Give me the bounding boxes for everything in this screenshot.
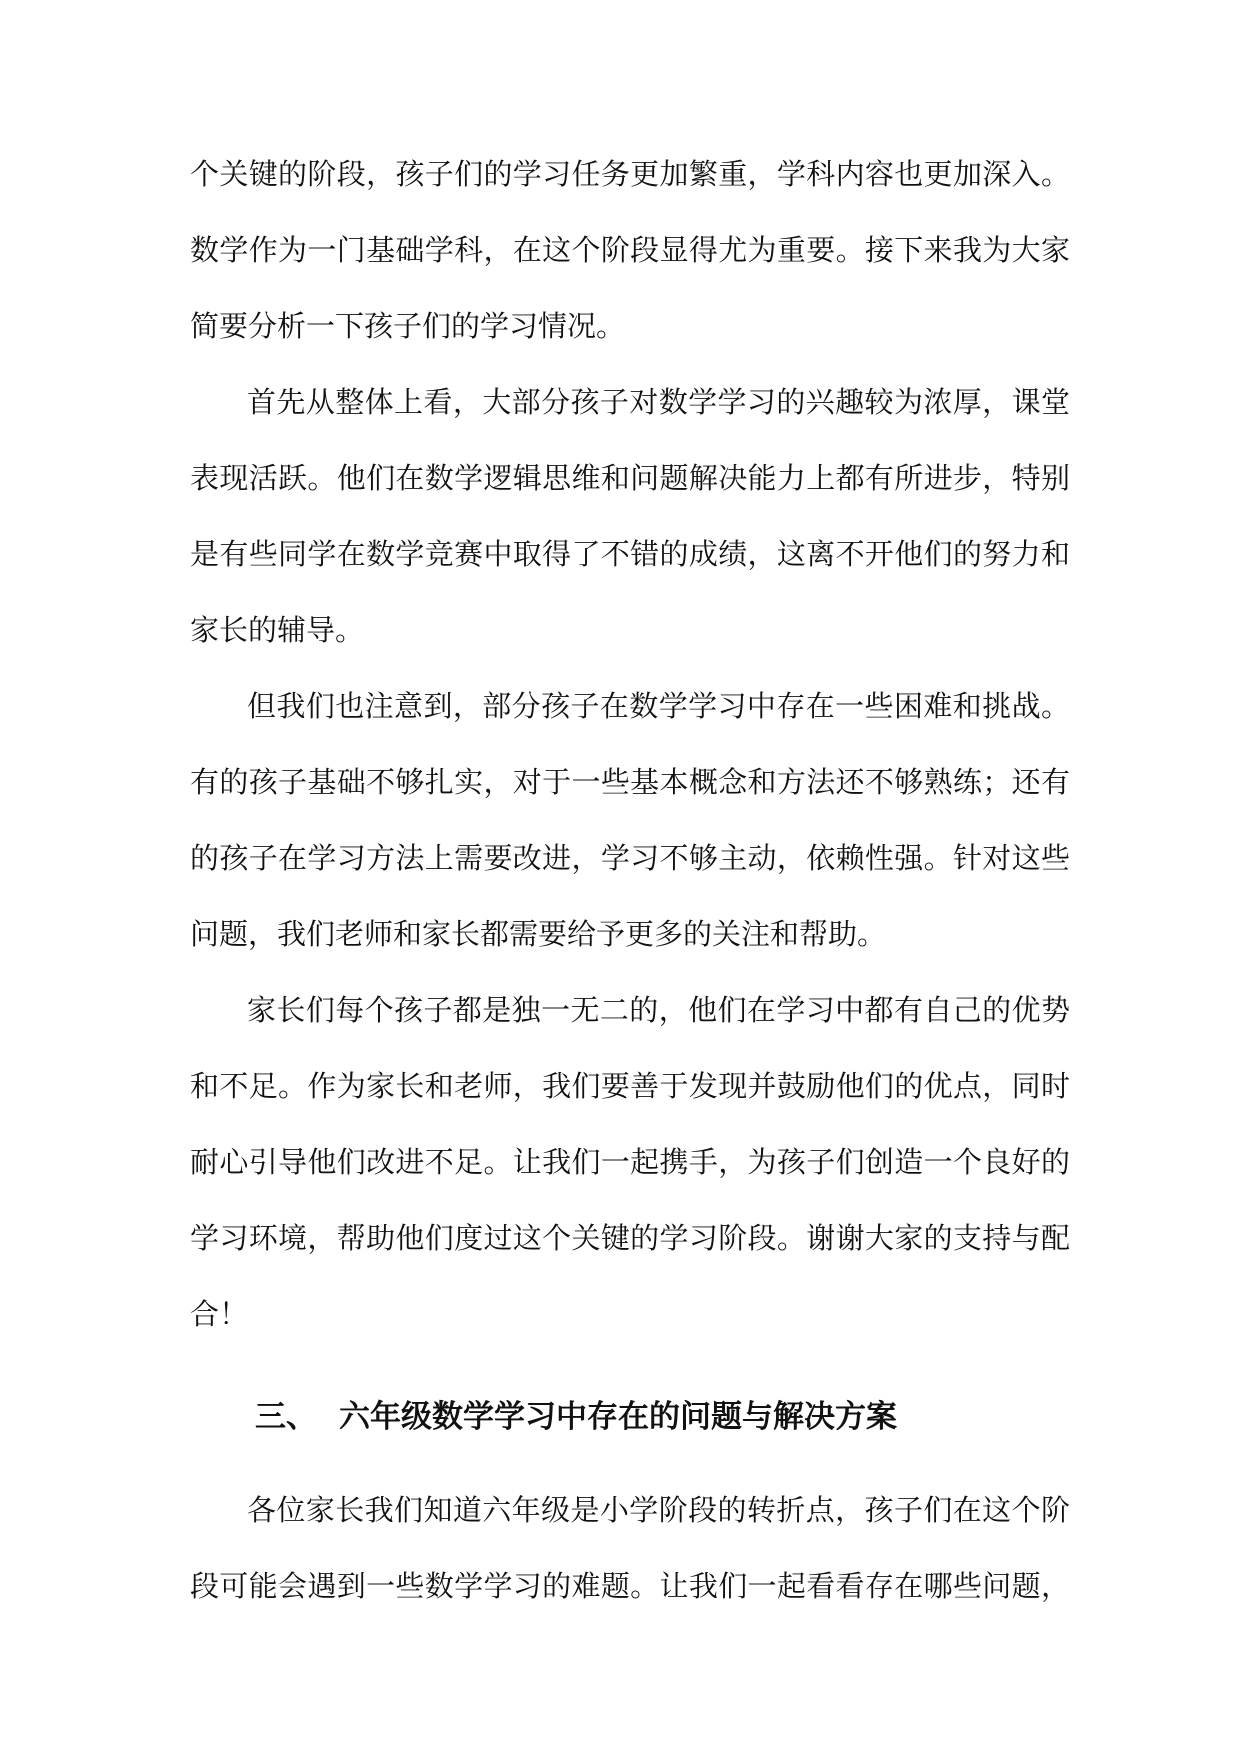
text-line: 学习环境，帮助他们度过这个关键的学习阶段。谢谢大家的支持与配: [190, 1221, 1070, 1255]
text-line: 有的孩子基础不够扎实，对于一些基本概念和方法还不够熟练；还有: [190, 765, 1070, 799]
section-heading: [255, 1396, 897, 1438]
text-line: 首先从整体上看，大部分孩子对数学学习的兴趣较为浓厚，课堂: [247, 385, 1070, 419]
text-line: 合！: [190, 1297, 249, 1331]
text-line: 各位家长我们知道六年级是小学阶段的转折点，孩子们在这个阶: [247, 1493, 1070, 1527]
text-line: 是有些同学在数学竞赛中取得了不错的成绩，这离不开他们的努力和: [190, 537, 1070, 571]
text-line: 家长的辅导。: [190, 613, 365, 647]
text-line: 段可能会遇到一些数学学习的难题。让我们一起看看存在哪些问题，: [190, 1569, 1070, 1603]
text-line: 家长们每个孩子都是独一无二的，他们在学习中都有自己的优势: [247, 993, 1070, 1027]
section-title: 六年级数学学习中存在的问题与解决方案: [339, 1399, 897, 1435]
text-line: 和不足。作为家长和老师，我们要善于发现并鼓励他们的优点，同时: [190, 1069, 1070, 1103]
text-line: 表现活跃。他们在数学逻辑思维和问题解决能力上都有所进步，特别: [190, 461, 1070, 495]
text-line: 数学作为一门基础学科，在这个阶段显得尤为重要。接下来我为大家: [190, 233, 1070, 267]
text-line: 问题，我们老师和家长都需要给予更多的关注和帮助。: [190, 917, 887, 951]
text-line: 但我们也注意到，部分孩子在数学学习中存在一些困难和挑战。: [247, 689, 1070, 723]
text-line: 简要分析一下孩子们的学习情况。: [190, 309, 626, 343]
text-line: 个关键的阶段，孩子们的学习任务更加繁重，学科内容也更加深入。: [190, 157, 1070, 191]
text-line: 的孩子在学习方法上需要改进，学习不够主动，依赖性强。针对这些: [190, 841, 1070, 875]
text-line: 耐心引导他们改进不足。让我们一起携手，为孩子们创造一个良好的: [190, 1145, 1070, 1179]
section-number: 三、: [255, 1399, 317, 1435]
